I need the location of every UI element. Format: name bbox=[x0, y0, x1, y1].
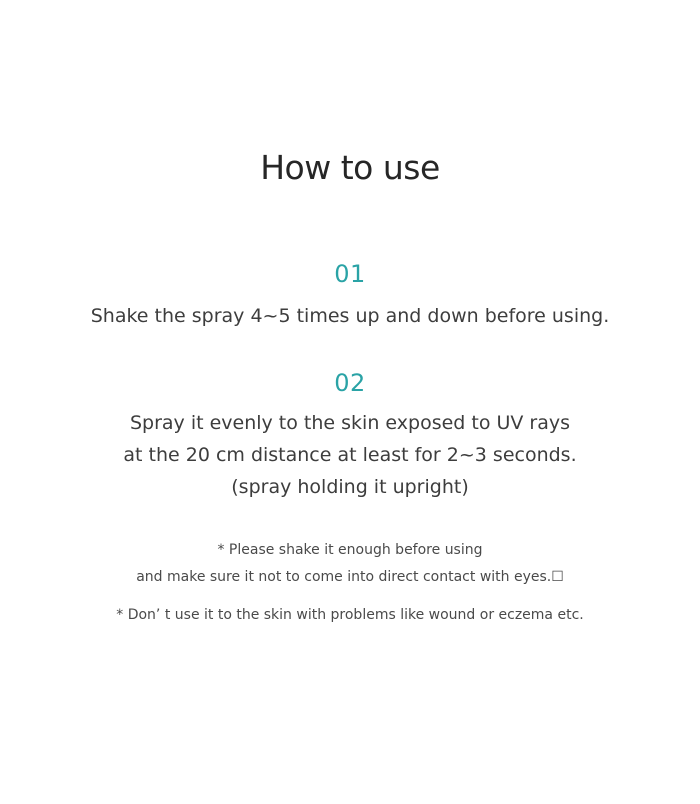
step-1-instruction bbox=[0, 300, 700, 332]
step-1-line-1: Shake the spray 4~5 times up and down before using. bbox=[90, 305, 610, 327]
note-shake: * Please shake it enough before using bbox=[217, 542, 483, 558]
step-1-number: 01 bbox=[334, 260, 366, 288]
step-2-line-1: Spray it evenly to the skin exposed to UV rays bbox=[129, 412, 571, 434]
step-2-number: 02 bbox=[334, 369, 366, 397]
step-2-line-2: at the 20 cm distance at least for 2~3 seconds. bbox=[123, 444, 577, 466]
step-2-instruction bbox=[0, 407, 700, 503]
note-eyes: and make sure it not to come into direct contact with eyes.☐ bbox=[136, 569, 564, 585]
note-skin-problems: * Don’ t use it to the skin with problems like wound or eczema etc. bbox=[116, 607, 584, 623]
step-2-line-3: (spray holding it upright) bbox=[231, 476, 469, 498]
page-title: How to use bbox=[260, 148, 440, 187]
